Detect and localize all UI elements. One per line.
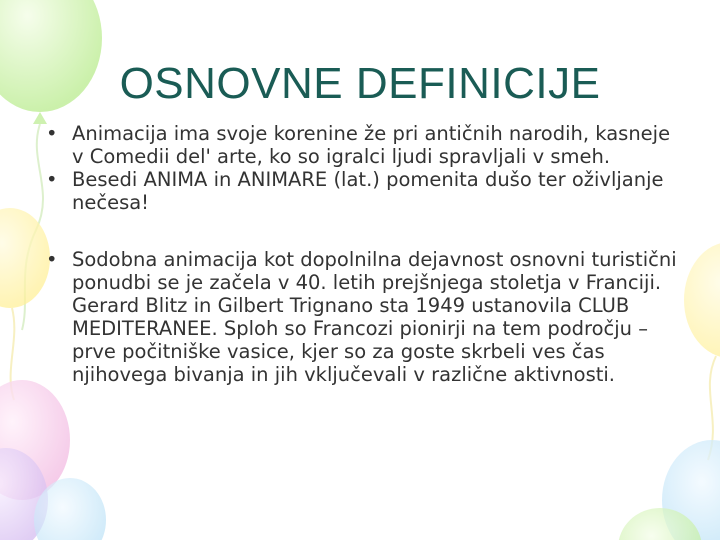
bullet-marker: •: [46, 168, 58, 191]
bullet-text: Sodobna animacija kot dopolnilna dejavnost osnovni turistični ponudbi se je začela v 40. letih prejšnjega stoletja v Franciji. Gerard Blitz in Gilbert Trignano sta 1949 ustanovila CLUB MEDITERANEE. Sploh so Francozi pionirji na tem področju – prve počitniške vasice, kjer so za goste skrbeli ves čas njihovega bivanja in jih vključevali v različne aktivnosti.: [72, 248, 677, 386]
balloon-left-yellow: [0, 208, 50, 400]
bullet-item: [46, 122, 686, 168]
bullet-marker: •: [46, 122, 58, 145]
bullet-text: Animacija ima svoje korenine že pri antičnih narodih, kasneje v Comedii del' arte, ko so igralci ljudi spravljali v smeh.: [72, 122, 671, 168]
bullet-item: [46, 248, 686, 386]
bullet-list: [46, 122, 686, 386]
bullet-item: [46, 168, 686, 214]
bullet-marker: •: [46, 248, 58, 271]
slide-title: OSNOVNE DEFINICIJE: [119, 59, 601, 108]
bullet-text: Besedi ANIMA in ANIMARE (lat.) pomenita dušo ter oživljanje nečesa!: [72, 168, 664, 214]
balloon-right-yellow: [684, 242, 720, 460]
